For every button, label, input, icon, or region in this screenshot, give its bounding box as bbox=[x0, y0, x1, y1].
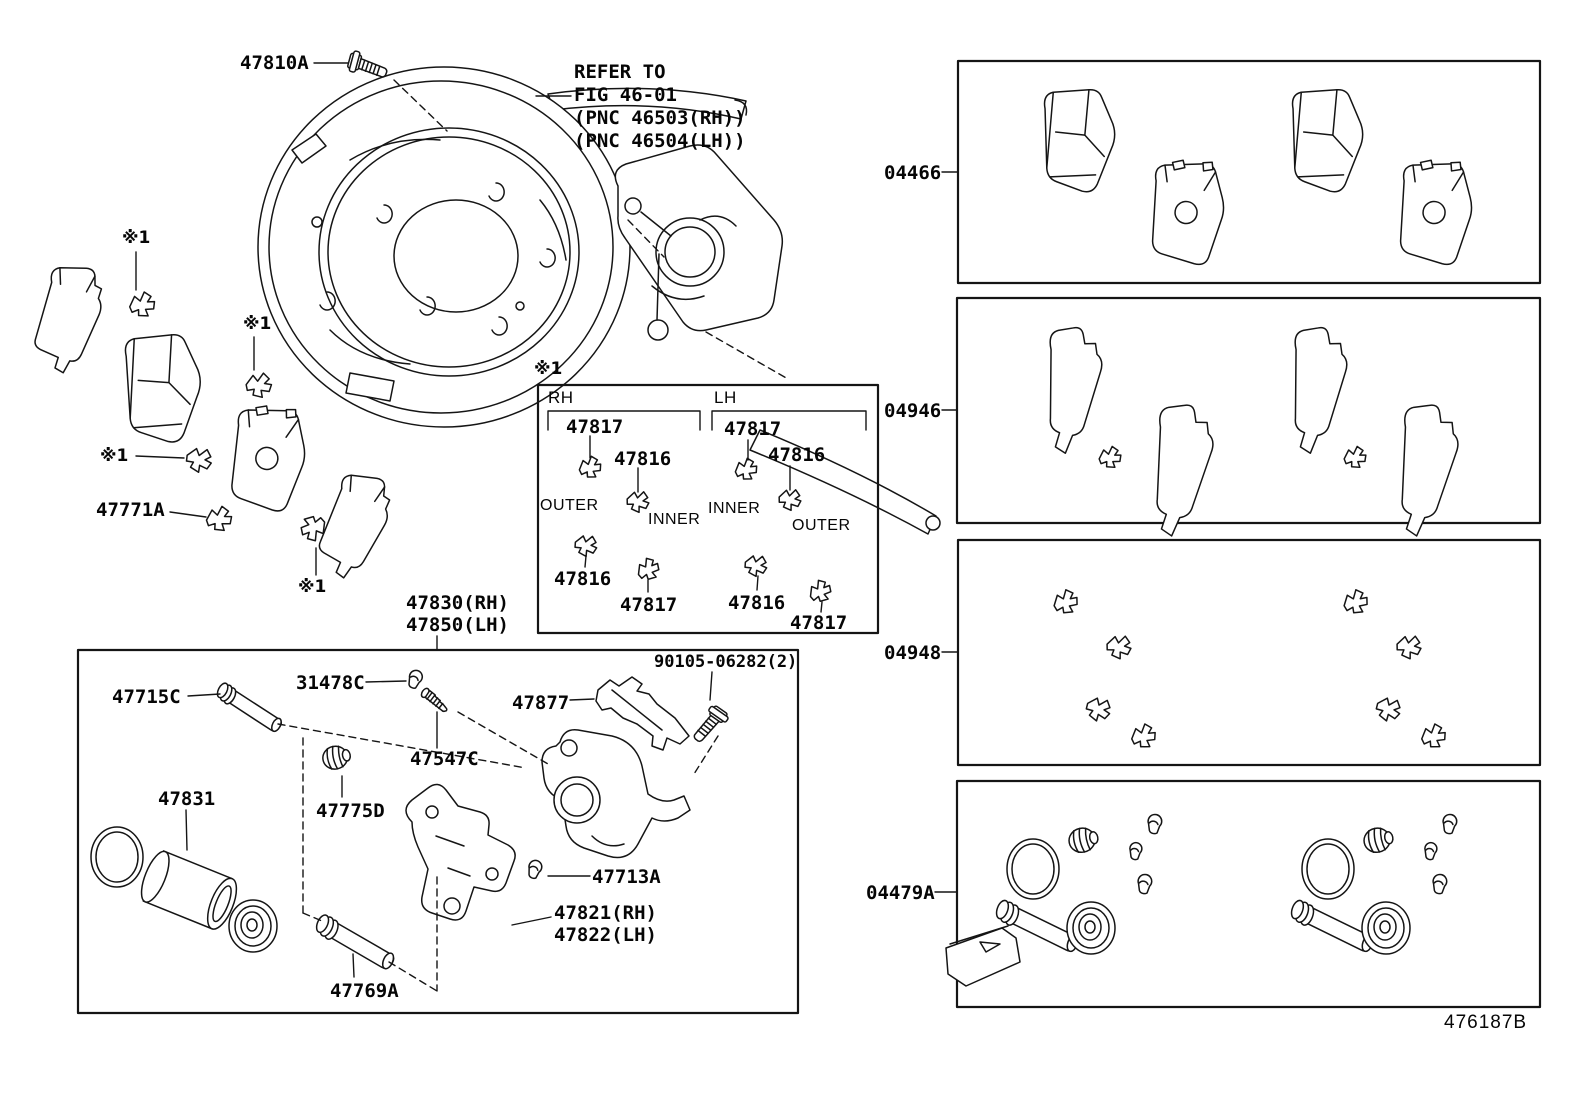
kit-label-04466: 04466 bbox=[884, 162, 942, 184]
part-label-47831: 47831 bbox=[158, 788, 216, 810]
brake-pad-icon bbox=[1390, 153, 1480, 267]
kit-label-04479a: 04479A bbox=[866, 882, 935, 904]
refer-note-line1: REFER TO bbox=[574, 61, 666, 83]
pad-clip-icon bbox=[1419, 722, 1448, 751]
kit-box-fittings bbox=[958, 540, 1540, 765]
piston-seal-icon bbox=[1302, 839, 1354, 899]
piston-icon bbox=[136, 848, 242, 933]
part-label-47816: 47816 bbox=[614, 448, 672, 470]
pad-clip-icon bbox=[777, 487, 802, 512]
part-label-47830rh: 47830(RH) bbox=[406, 592, 509, 614]
slide-pin-icon bbox=[312, 913, 400, 970]
pad-clip-icon bbox=[625, 489, 650, 514]
pad-clip-icon bbox=[1342, 445, 1367, 470]
footnote-marker: ※1 bbox=[243, 314, 272, 334]
pad-clip-icon bbox=[1083, 693, 1115, 724]
refer-note-line4: (PNC 46504(LH)) bbox=[574, 130, 746, 152]
bleeder-screw-icon bbox=[419, 687, 450, 713]
brake-pad-icon bbox=[220, 398, 314, 515]
brake-pad-icon bbox=[1142, 153, 1232, 267]
pin-boot-icon bbox=[321, 743, 353, 771]
part-label-47769a: 47769A bbox=[330, 980, 399, 1002]
pad-clip-icon bbox=[1340, 587, 1371, 617]
part-label-47816: 47816 bbox=[728, 592, 786, 614]
pad-clip-icon bbox=[1129, 722, 1158, 751]
refer-note-line3: (PNC 46503(RH)) bbox=[574, 107, 746, 129]
pad-clip-icon bbox=[743, 552, 770, 578]
footnote-marker: ※1 bbox=[100, 446, 129, 466]
pad-clip-icon bbox=[1097, 445, 1122, 470]
part-label-47715c: 47715C bbox=[112, 686, 181, 708]
pad-clip-icon bbox=[183, 444, 215, 475]
part-label-47877: 47877 bbox=[512, 692, 570, 714]
pad-clip-icon bbox=[246, 373, 271, 397]
brake-pad-icon bbox=[1274, 79, 1373, 196]
pad-clip-icon bbox=[1373, 693, 1405, 724]
kit-label-04946: 04946 bbox=[884, 400, 942, 422]
cap-icon bbox=[407, 669, 423, 689]
boot-icon bbox=[1362, 825, 1395, 855]
piston-seal-icon bbox=[1007, 839, 1059, 899]
detail-lh-heading: LH bbox=[714, 388, 737, 407]
pad-clip-icon bbox=[805, 577, 835, 606]
kit-box-shims bbox=[957, 298, 1540, 523]
dust-seal-icon bbox=[1362, 902, 1410, 954]
shim-icon bbox=[1039, 325, 1106, 456]
kit-label-04948: 04948 bbox=[884, 642, 942, 664]
dust-seal-icon bbox=[1067, 902, 1115, 954]
torque-plate-icon bbox=[406, 784, 515, 920]
cap-icon bbox=[1138, 874, 1152, 893]
part-label-90105: 90105-06282(2) bbox=[654, 652, 798, 672]
brake-pad-icon bbox=[1026, 79, 1125, 196]
part-label-47821rh: 47821(RH) bbox=[554, 902, 657, 924]
refer-note-line2: FIG 46-01 bbox=[574, 84, 677, 106]
shim-icon bbox=[1284, 325, 1351, 456]
brake-pad-icon bbox=[30, 261, 109, 378]
slide-pin-icon bbox=[213, 682, 287, 733]
footnote-marker: ※1 bbox=[122, 228, 151, 248]
shim-icon bbox=[1144, 402, 1218, 540]
detail-rh-inner: INNER bbox=[648, 511, 701, 528]
cap-icon bbox=[1425, 843, 1437, 860]
pad-clip-icon bbox=[1395, 633, 1423, 660]
brake-pad-icon bbox=[312, 468, 398, 585]
pad-clip-icon bbox=[733, 456, 760, 482]
cap-icon bbox=[1433, 874, 1447, 893]
detail-lh-inner: INNER bbox=[708, 500, 761, 517]
part-label-47713a: 47713A bbox=[592, 866, 661, 888]
part-label-47816: 47816 bbox=[554, 568, 612, 590]
figure-code: 476187B bbox=[1444, 1012, 1528, 1033]
part-label-47817: 47817 bbox=[790, 612, 848, 634]
pad-clip-icon bbox=[1105, 633, 1133, 660]
rear-caliper-icon bbox=[615, 145, 782, 340]
part-label-47850lh: 47850(LH) bbox=[406, 614, 509, 636]
cap-icon bbox=[527, 860, 542, 880]
part-label-47822lh: 47822(LH) bbox=[554, 924, 657, 946]
bolt-icon bbox=[347, 50, 390, 80]
cap-icon bbox=[1130, 843, 1142, 860]
shim-icon bbox=[1389, 402, 1463, 540]
detail-rh-outer: OUTER bbox=[540, 497, 599, 514]
mount-bolt-icon bbox=[691, 704, 731, 748]
part-label-47816: 47816 bbox=[768, 444, 826, 466]
part-label-47547c: 47547C bbox=[410, 748, 479, 770]
footnote-marker: ※1 bbox=[534, 359, 563, 379]
pad-clip-icon bbox=[1050, 587, 1081, 617]
o-ring-icon bbox=[91, 827, 143, 887]
part-label-47810a: 47810A bbox=[240, 52, 309, 74]
brake-pad-icon bbox=[108, 325, 209, 445]
part-label-47775d: 47775D bbox=[316, 800, 385, 822]
detail-rh-heading: RH bbox=[548, 388, 574, 407]
pad-clip-icon bbox=[573, 532, 600, 558]
part-label-47817: 47817 bbox=[620, 594, 678, 616]
boot-icon bbox=[1067, 825, 1100, 855]
part-label-47817: 47817 bbox=[724, 418, 782, 440]
part-label-47817: 47817 bbox=[566, 416, 624, 438]
dust-seal-icon bbox=[229, 900, 277, 952]
footnote-marker: ※1 bbox=[298, 577, 327, 597]
pad-clip-icon bbox=[205, 505, 233, 532]
cap-icon bbox=[1148, 814, 1162, 833]
part-label-47771a: 47771A bbox=[96, 499, 165, 521]
caliper-icon bbox=[542, 730, 690, 858]
cap-icon bbox=[1443, 814, 1457, 833]
pad-clip-icon bbox=[127, 290, 157, 319]
part-label-31478c: 31478C bbox=[296, 672, 365, 694]
detail-lh-outer: OUTER bbox=[792, 517, 851, 534]
